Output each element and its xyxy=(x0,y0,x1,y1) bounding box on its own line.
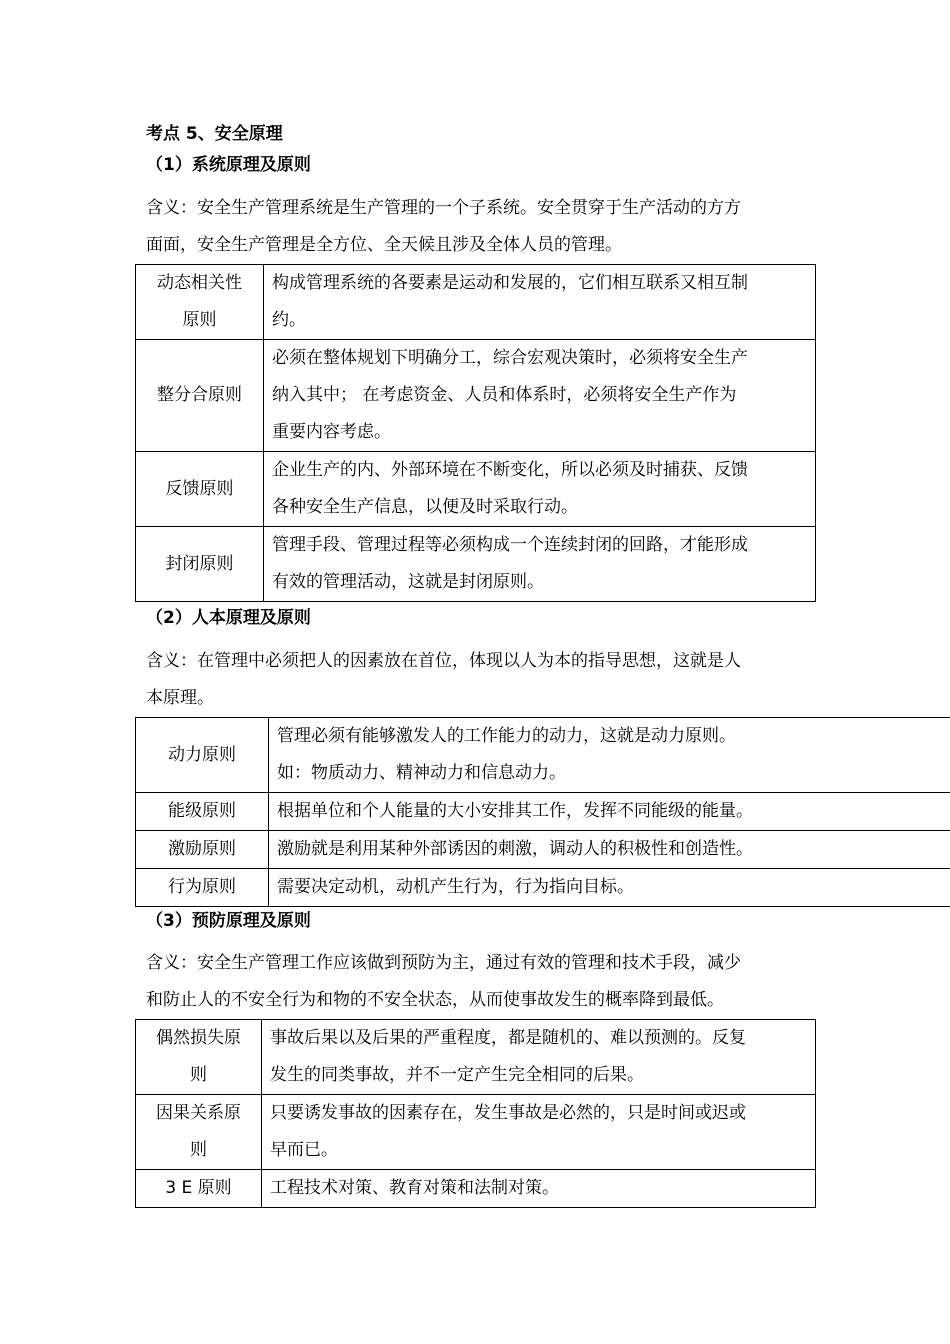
principle-desc: 必须在整体规划下明确分工，综合宏观决策时，必须将安全生产 纳入其中； 在考虑资金、人员和体系时，必须将安全生产作为 重要内容考虑。 xyxy=(264,340,816,452)
principle-desc: 工程技术对策、教育对策和法制对策。 xyxy=(262,1170,816,1208)
principle-name: 封闭原则 xyxy=(136,527,264,602)
system-principles-table xyxy=(135,264,816,602)
principle-desc: 需要决定动机，动机产生行为，行为指向目标。 xyxy=(269,869,950,907)
intro-line: 本原理。 xyxy=(146,688,214,708)
principle-name: 动力原则 xyxy=(136,718,269,793)
principle-name: 因果关系原 则 xyxy=(136,1095,262,1170)
principle-name: 行为原则 xyxy=(136,869,269,907)
principle-desc: 激励就是利用某种外部诱因的刺激，调动人的积极性和创造性。 xyxy=(269,831,950,869)
intro-line: 含义：安全生产管理工作应该做到预防为主，通过有效的管理和技术手段，减少 xyxy=(146,953,741,973)
principle-name: 3 E 原则 xyxy=(136,1170,262,1208)
section-3-title: （3）预防原理及原则 xyxy=(146,911,311,931)
principle-name: 能级原则 xyxy=(136,793,269,831)
principle-name: 动态相关性 原则 xyxy=(136,265,264,340)
section-2-title: （2）人本原理及原则 xyxy=(146,608,311,628)
table-row xyxy=(136,793,950,831)
section-1-intro xyxy=(146,190,741,264)
principle-desc: 事故后果以及后果的严重程度，都是随机的、难以预测的。反复 发生的同类事故，并不一定产生完全相同的后果。 xyxy=(262,1020,816,1095)
intro-line: 含义：在管理中必须把人的因素放在首位，体现以人为本的指导思想，这就是人 xyxy=(146,651,741,671)
table-row xyxy=(136,1170,816,1208)
intro-line: 含义：安全生产管理系统是生产管理的一个子系统。安全贯穿于生产活动的方方 xyxy=(146,198,741,218)
principle-desc: 管理手段、管理过程等必须构成一个连续封闭的回路，才能形成 有效的管理活动，这就是封闭原则。 xyxy=(264,527,816,602)
table-row xyxy=(136,831,950,869)
section-1-title: （1）系统原理及原则 xyxy=(146,155,311,175)
table-row xyxy=(136,265,816,340)
section-2-intro xyxy=(146,643,741,717)
page-heading: 考点 5、安全原理 xyxy=(146,124,283,144)
table-row xyxy=(136,527,816,602)
table-row xyxy=(136,1095,816,1170)
table-row xyxy=(136,340,816,452)
principle-desc: 只要诱发事故的因素存在，发生事故是必然的，只是时间或迟或 早而已。 xyxy=(262,1095,816,1170)
intro-line: 和防止人的不安全行为和物的不安全状态，从而使事故发生的概率降到最低。 xyxy=(146,990,724,1010)
table-row xyxy=(136,869,950,907)
prevention-principles-table xyxy=(135,1019,816,1208)
human-principles-table xyxy=(135,717,950,907)
principle-name: 反馈原则 xyxy=(136,452,264,527)
intro-line: 面面，安全生产管理是全方位、全天候且涉及全体人员的管理。 xyxy=(146,235,622,255)
table-row xyxy=(136,718,950,793)
principle-name: 激励原则 xyxy=(136,831,269,869)
principle-desc: 构成管理系统的各要素是运动和发展的，它们相互联系又相互制 约。 xyxy=(264,265,816,340)
table-row xyxy=(136,452,816,527)
table-row xyxy=(136,1020,816,1095)
principle-desc: 管理必须有能够激发人的工作能力的动力，这就是动力原则。 如：物质动力、精神动力和信息动力。 xyxy=(269,718,950,793)
section-3-intro xyxy=(146,945,741,1019)
principle-desc: 企业生产的内、外部环境在不断变化，所以必须及时捕获、反馈 各种安全生产信息，以便及时采取行动。 xyxy=(264,452,816,527)
principle-desc: 根据单位和个人能量的大小安排其工作，发挥不同能级的能量。 xyxy=(269,793,950,831)
principle-name: 偶然损失原 则 xyxy=(136,1020,262,1095)
principle-name: 整分合原则 xyxy=(136,340,264,452)
